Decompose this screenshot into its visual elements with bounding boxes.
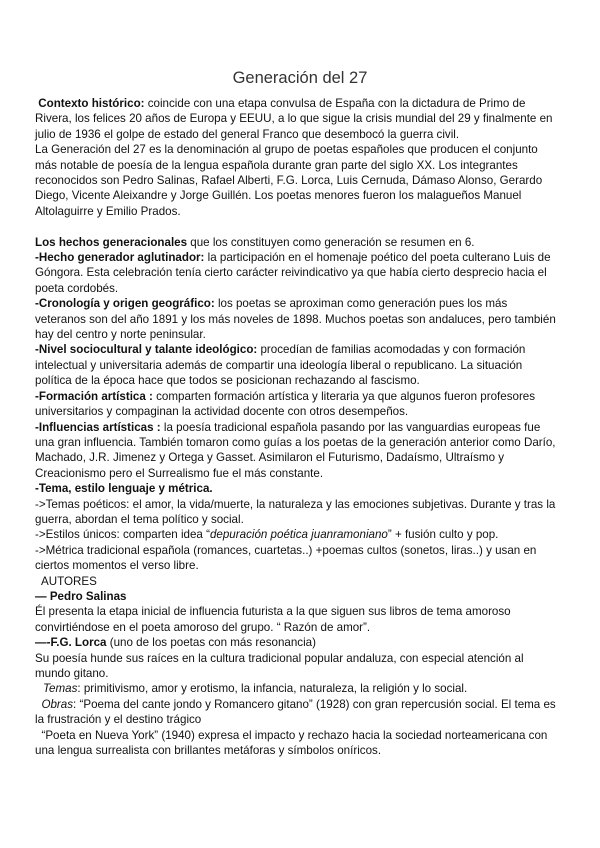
lorca-heading-note: (uno de los poetas con más resonancia) bbox=[106, 636, 316, 650]
lorca-heading-text: —-F.G. Lorca bbox=[35, 636, 107, 650]
styles-italic: depuración poética juanramoniano bbox=[209, 528, 388, 542]
salinas-heading-text: — Pedro Salinas bbox=[35, 589, 127, 603]
fact-item bbox=[35, 250, 557, 296]
styles-line bbox=[35, 527, 557, 542]
context-paragraph bbox=[35, 96, 557, 142]
fact-label: -Cronología y origen geográfico: bbox=[35, 297, 215, 311]
fact-label: -Nivel sociocultural y talante ideológico: bbox=[35, 343, 258, 357]
document-body bbox=[35, 96, 557, 758]
lorca-themes bbox=[35, 681, 557, 696]
spacer bbox=[35, 219, 557, 234]
fact-text: la participación en el homenaje poético del poeta culterano Luis de Góngora. Esta celebración tenía cierto carácter reivindicativo ya que había cierto desprecio hacia el poeta cordobés. bbox=[35, 251, 551, 295]
facts-intro bbox=[35, 235, 557, 250]
facts-intro-text: que los constituyen como generación se resumen en 6. bbox=[187, 235, 475, 249]
lorca-works-text: : “Poema del cante jondo y Romancero gitano” (1928) con gran repercusión social. El tema es la frustración y el destino trágico bbox=[35, 697, 556, 727]
lorca-works bbox=[35, 697, 557, 728]
context-text: coincide con una etapa convulsa de España con la dictadura de Primo de Rivera, los felices 20 años de Europa y EEUU, a lo que sigue la crisis mundial del 29 y finalmente en julio de 1936 el golpe de estado del general Franco que desembocó la guerra civil. bbox=[35, 97, 553, 141]
lorca-themes-label: Temas bbox=[43, 682, 78, 696]
salinas-heading bbox=[35, 589, 557, 604]
lorca-text: Su poesía hunde sus raíces en la cultura tradicional popular andaluza, con especial atención al mundo gitano. bbox=[35, 651, 524, 681]
fact-item bbox=[35, 481, 557, 496]
salinas-text: Él presenta la etapa inicial de influencia futurista a la que siguen sus libros de tema amoroso convirtiéndose en el poeta amoroso del grupo. “ Razón de amor”. bbox=[35, 605, 511, 634]
fact-label: -Formación artística : bbox=[35, 389, 153, 403]
fact-label: -Hecho generador aglutinador: bbox=[35, 251, 205, 265]
lorca-ny bbox=[35, 728, 557, 759]
fact-item bbox=[35, 296, 557, 342]
page-title: Generación del 27 bbox=[232, 69, 368, 87]
facts-intro-label: Los hechos generacionales bbox=[35, 235, 188, 249]
definition-paragraph: La Generación del 27 es la denominación al grupo de poetas españoles que producen el conjunto más notable de poesía de la lengua española durante gran parte del siglo XX. Los integrantes reconocidos son Pedro Salinas, Rafael Alberti, F.G. Lorca, Luis Cernuda, Dámaso Alonso, Gerardo Diego, Vicente Aleixandre y Jorge Guillén. Los poetas menores fueron los malagueños Manuel Altolaguirre y Emilio Prados. bbox=[35, 143, 543, 218]
fact-label: -Tema, estilo lenguaje y métrica. bbox=[35, 482, 213, 496]
styles-before: ->Estilos únicos: comparten idea “ bbox=[35, 528, 210, 542]
themes-line: ->Temas poéticos: el amor, la vida/muerte, la naturaleza y las emociones subjetivas. Durante y tras la guerra, abordan el tema político y social. bbox=[35, 497, 556, 526]
lorca-ny-text: “Poeta en Nueva York” (1940) expresa el impacto y rechazo hacia la sociedad norteamericana con una lengua surrealista con brillantes metáforas y símbolos oníricos. bbox=[35, 728, 548, 758]
authors-heading: AUTORES bbox=[41, 574, 97, 588]
fact-item bbox=[35, 342, 557, 388]
lorca-themes-text: : primitivismo, amor y erotismo, la infancia, naturaleza, la religión y lo social. bbox=[77, 682, 468, 696]
context-label: Contexto histórico: bbox=[38, 97, 145, 110]
fact-text: los poetas se aproximan como generación pues los más veteranos son del año 1891 y los más noveles de 1898. Muchos poetas son andaluces, pero también hay del centro y norte peninsular. bbox=[35, 297, 556, 342]
fact-item bbox=[35, 389, 557, 420]
fact-text: la poesía tradicional española pasando por las vanguardias europeas fue una gran influencia. También tomaron como guías a los poetas de la generación anterior como Darío, Machado, J.R. Jimenez y Ortega y Gasset. Asimilaron el Futurismo, Dadaísmo, Ultraísmo y Creacionismo pero el Surrealismo fue el más constante. bbox=[35, 420, 556, 480]
styles-after: ” + fusión culto y pop. bbox=[387, 528, 499, 542]
metrics-line: ->Métrica tradicional española (romances, cuartetas..) +poemas cultos (sonetos, liras..) y usan en ciertos momentos el verso libre. bbox=[35, 543, 537, 573]
fact-label: -Influencias artísticas : bbox=[35, 420, 161, 434]
fact-text: procedían de familias acomodadas y con formación intelectual y universitaria además de compartir una ideología liberal o republicano. La situación política de la época hace que todos se posicionan rechazando al fascismo. bbox=[35, 343, 526, 388]
lorca-heading bbox=[35, 635, 557, 650]
fact-item bbox=[35, 420, 557, 482]
fact-text: comparten formación artística y literaria ya que algunos fueron profesores universitarios y compaginan la actividad docente con otros desempeños. bbox=[35, 389, 536, 419]
lorca-works-label: Obras bbox=[41, 697, 74, 711]
